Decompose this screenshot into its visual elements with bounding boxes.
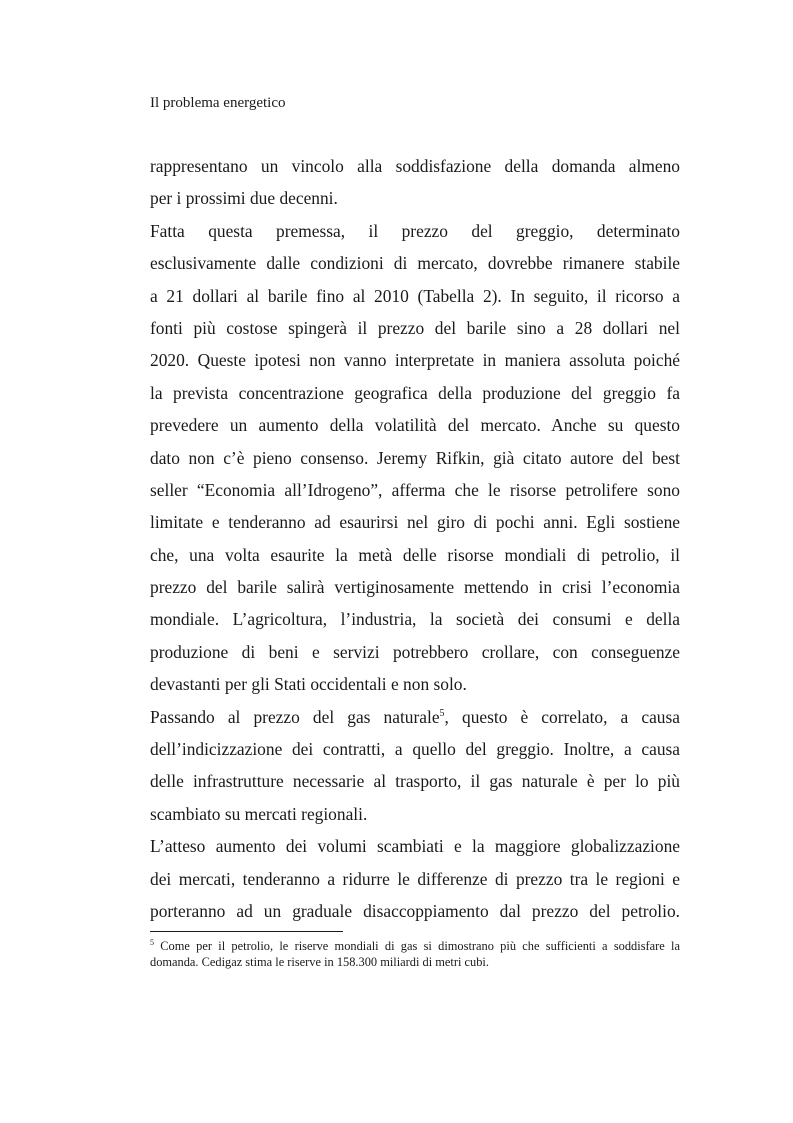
text-segment: Passando al prezzo del gas naturale <box>150 706 440 727</box>
text-segment: , questo è correlato, a causa <box>444 706 680 727</box>
text-line: seller “Economia all’Idrogeno”, afferma che le risorse petrolifere sono <box>150 479 680 500</box>
footnote-text: Come per il petrolio, le riserve mondiali di gas si dimostrano più che sufficienti a soddisfare la <box>154 939 680 953</box>
text-line: devastanti per gli Stati occidentali e non solo. <box>150 674 467 695</box>
footnote-reference[interactable]: 5 <box>439 707 445 719</box>
text-line: rappresentano un vincolo alla soddisfazione della domanda almeno <box>150 156 680 176</box>
text-line: per i prossimi due decenni. <box>150 188 338 209</box>
text-line: produzione di beni e servizi potrebbero crollare, con conseguenze <box>150 641 680 662</box>
text-line: limitate e tenderanno ad esaurirsi nel giro di pochi anni. Egli sostiene <box>150 512 680 533</box>
text-line: scambiato su mercati regionali. <box>150 803 368 824</box>
text-line: L’atteso aumento dei volumi scambiati e la maggiore globalizzazione <box>150 836 680 857</box>
footnote <box>150 938 680 970</box>
text-line: prevedere un aumento della volatilità del mercato. Anche su questo <box>150 415 680 436</box>
text-line: prezzo del barile salirà vertiginosamente mettendo in crisi l’economia <box>150 577 680 598</box>
text-line: delle infrastrutture necessarie al trasporto, il gas naturale è per lo più <box>150 771 680 792</box>
text-line: fonti più costose spingerà il prezzo del barile sino a 28 dollari nel <box>150 317 680 338</box>
text-line: dato non c’è pieno consenso. Jeremy Rifkin, già citato autore del best <box>150 447 680 468</box>
footnote-line: domanda. Cedigaz stima le riserve in 158.300 miliardi di metri cubi. <box>150 955 489 969</box>
text-line: dell’indicizzazione dei contratti, a quello del greggio. Inoltre, a causa <box>150 739 680 760</box>
text-line: dei mercati, tenderanno a ridurre le differenze di prezzo tra le regioni e <box>150 868 680 889</box>
body-text <box>150 150 680 927</box>
text-line-with-footnote-ref <box>150 701 680 733</box>
footnote-number: 5 <box>150 938 154 947</box>
text-line: la prevista concentrazione geografica della produzione del greggio fa <box>150 382 680 403</box>
text-line: che, una volta esaurite la metà delle risorse mondiali di petrolio, il <box>150 544 680 565</box>
text-line: a 21 dollari al barile fino al 2010 (Tabella 2). In seguito, il ricorso a <box>150 285 680 306</box>
text-line: mondiale. L’agricoltura, l’industria, la società dei consumi e della <box>150 609 680 630</box>
text-line: porteranno ad un graduale disaccoppiamento dal prezzo del petrolio. <box>150 900 680 921</box>
text-line: Fatta questa premessa, il prezzo del greggio, determinato <box>150 220 680 241</box>
footnote-separator <box>150 931 343 932</box>
text-line: esclusivamente dalle condizioni di mercato, dovrebbe rimanere stabile <box>150 253 680 274</box>
footnote-line <box>150 938 680 954</box>
text-line: 2020. Queste ipotesi non vanno interpretate in maniera assoluta poiché <box>150 350 680 371</box>
running-header: Il problema energetico <box>150 95 286 111</box>
